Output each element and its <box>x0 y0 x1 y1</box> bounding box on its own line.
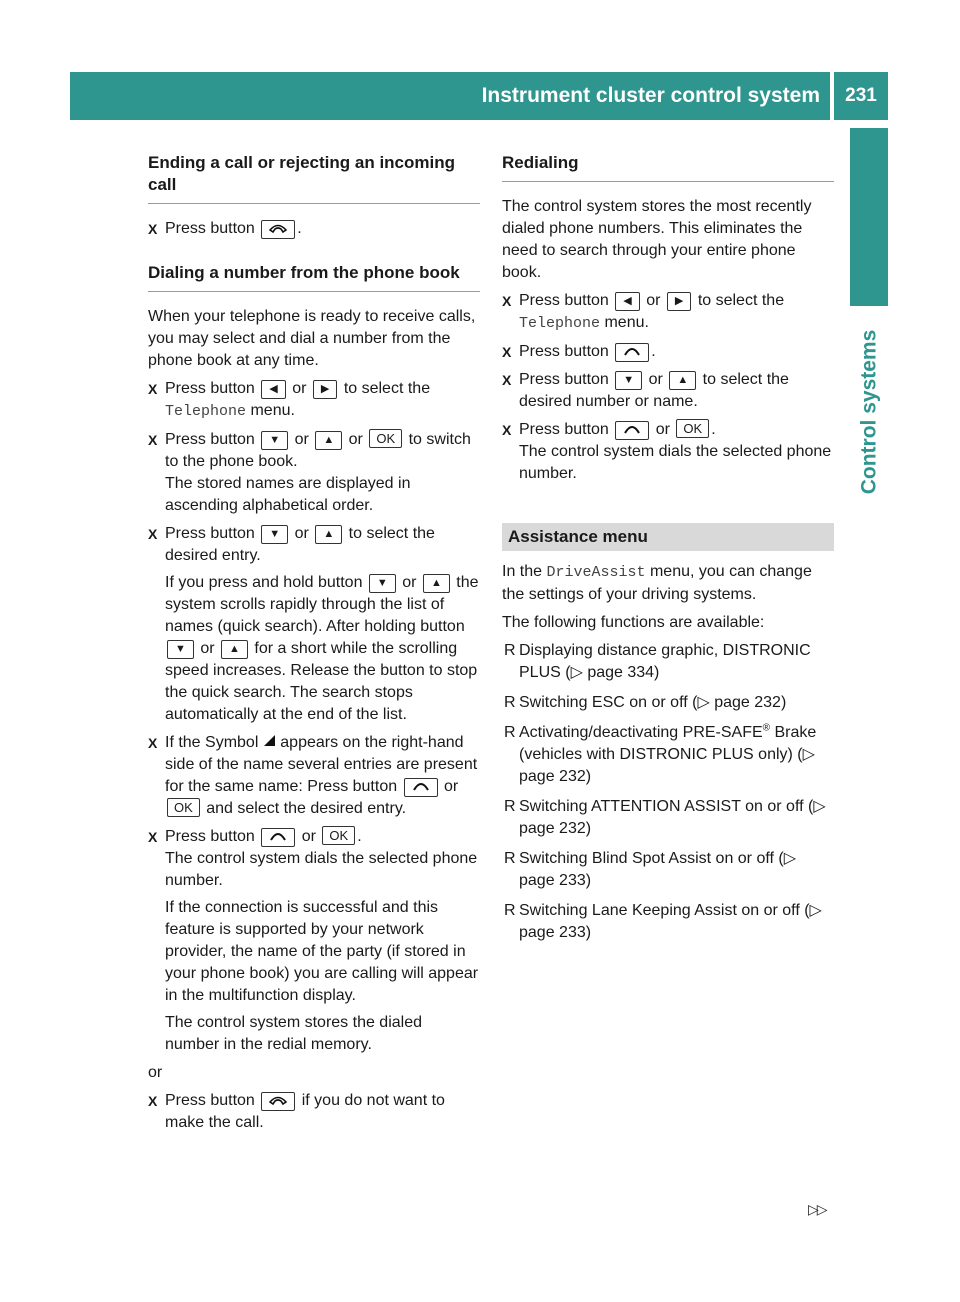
bullet-icon: R <box>504 694 516 711</box>
step: X Press button ▼ or ▲ or OK to switch to the phone book. The stored names are displayed in ascending alphabetical order. <box>148 431 471 514</box>
step: X If the Symbol appears on the right-hand side of the name several entries are present for the same name: Press button or OK and select the desired entry. <box>148 734 478 817</box>
phone-call-icon <box>261 828 295 847</box>
list-item: R Switching Blind Spot Assist on or off (▷ page 233) <box>504 850 797 889</box>
menu-name: DriveAssist <box>546 564 646 581</box>
section-end-call-title: Ending a call or rejecting an incoming call <box>148 152 480 204</box>
page-header <box>70 72 830 120</box>
bullet-icon: R <box>504 902 516 919</box>
left-column <box>148 152 480 1140</box>
left-arrow-button-icon: ◀ <box>261 380 285 399</box>
ok-button-icon: OK <box>369 429 402 448</box>
ok-button-icon: OK <box>167 798 200 817</box>
list-item: R Switching Lane Keeping Assist on or off (▷ page 233) <box>504 902 822 941</box>
right-column <box>502 152 834 952</box>
step-arrow-icon: X <box>502 344 512 360</box>
menu-name: Telephone <box>519 315 601 332</box>
phone-call-icon <box>404 778 438 797</box>
up-arrow-button-icon: ▲ <box>669 371 696 390</box>
page-number: 231 <box>834 72 888 120</box>
section-assistance-title: Assistance menu <box>502 523 834 551</box>
step-arrow-icon: X <box>148 381 158 397</box>
step-arrow-icon: X <box>502 372 512 388</box>
side-tab <box>850 128 888 306</box>
left-arrow-button-icon: ◀ <box>615 292 639 311</box>
right-arrow-button-icon: ▶ <box>313 380 337 399</box>
step-note: If you press and hold button ▼ or ▲ the system scrolls rapidly through the list of names (quick search). After holding button ▼ or ▲ for a short while the scrolling speed increases. Release the button to stop the quick search. The search stops automatically at the end of the list. <box>165 574 479 723</box>
bullet-icon: R <box>504 850 516 867</box>
right-arrow-button-icon: ▶ <box>667 292 691 311</box>
step-arrow-icon: X <box>502 293 512 309</box>
step: X Press button . <box>502 341 834 363</box>
section-redialing-title: Redialing <box>502 152 834 182</box>
up-arrow-button-icon: ▲ <box>423 574 450 593</box>
step: X Press button . <box>148 218 480 240</box>
multiple-entries-icon <box>263 734 276 751</box>
continue-icon: ▷▷ <box>808 1201 826 1217</box>
step-arrow-icon: X <box>148 221 158 237</box>
list-item: R Activating/deactivating PRE-SAFE® Brake (vehicles with DISTRONIC PLUS only) (▷ page 232) <box>504 722 817 785</box>
up-arrow-button-icon: ▲ <box>221 640 248 659</box>
step-arrow-icon: X <box>148 432 158 448</box>
paragraph: The control system stores the most recently dialed phone numbers. This eliminates the need to search through your entire phone book. <box>502 198 812 281</box>
paragraph: In the DriveAssist menu, you can change the settings of your driving systems. <box>502 563 812 603</box>
down-arrow-button-icon: ▼ <box>615 371 642 390</box>
paragraph: The following functions are available: <box>502 614 765 631</box>
section-dial-phonebook-title: Dialing a number from the phone book <box>148 262 480 292</box>
hang-up-icon <box>261 1092 295 1111</box>
down-arrow-button-icon: ▼ <box>261 525 288 544</box>
bullet-icon: R <box>504 798 516 815</box>
bullet-icon: R <box>504 642 516 659</box>
menu-name: Telephone <box>165 403 247 420</box>
step: X Press button or OK . The control system dials the selected phone number. <box>502 421 832 482</box>
bullet-icon: R <box>504 724 516 741</box>
up-arrow-button-icon: ▲ <box>315 431 342 450</box>
phone-call-icon <box>615 421 649 440</box>
step-arrow-icon: X <box>148 735 158 751</box>
down-arrow-button-icon: ▼ <box>369 574 396 593</box>
up-arrow-button-icon: ▲ <box>315 525 342 544</box>
step-arrow-icon: X <box>148 829 158 845</box>
paragraph: When your telephone is ready to receive calls, you may select and dial a number from the phone book at any time. <box>148 308 476 369</box>
list-item: R Switching ATTENTION ASSIST on or off (▷ page 232) <box>504 798 826 837</box>
ok-button-icon: OK <box>322 826 355 845</box>
hang-up-icon <box>261 220 295 239</box>
ok-button-icon: OK <box>676 419 709 438</box>
down-arrow-button-icon: ▼ <box>167 640 194 659</box>
step: X Press button ▼ or ▲ to select the desired number or name. <box>502 371 789 410</box>
step: X Press button or OK . The control system dials the selected phone number. If the connection is successful and this feature is supported by your network provider, the name of the party (if stored in your phone book) you are calling will appear in the multifunction display. The control system stores the dialed number in the redial memory. <box>148 828 479 1053</box>
step: X Press button ◀ or ▶ to select the Telephone menu. <box>502 292 785 332</box>
header-title: Instrument cluster control system <box>481 84 820 107</box>
list-item: R Switching ESC on or off (▷ page 232) <box>502 692 834 714</box>
step: X Press button ▼ or ▲ to select the desired entry. If you press and hold button ▼ or ▲ the system scrolls rapidly through the list of names (quick search). After holding button ▼ or ▲ for a short while the scrolling speed increases. Release the button to stop the quick search. The search stops automatically at the end of the list. <box>148 523 480 726</box>
step-arrow-icon: X <box>148 1093 158 1109</box>
step: X Press button ◀ or ▶ to select the Telephone menu. <box>148 380 431 420</box>
or-separator: or <box>148 1064 163 1081</box>
down-arrow-button-icon: ▼ <box>261 431 288 450</box>
step-arrow-icon: X <box>148 526 158 542</box>
side-label-text: Control systems <box>857 329 881 495</box>
phone-call-icon <box>615 343 649 362</box>
side-label <box>850 312 888 512</box>
step-arrow-icon: X <box>502 422 512 438</box>
list-item: R Displaying distance graphic, DISTRONIC PLUS (▷ page 334) <box>504 642 811 681</box>
step: X Press button if you do not want to make the call. <box>148 1092 445 1131</box>
